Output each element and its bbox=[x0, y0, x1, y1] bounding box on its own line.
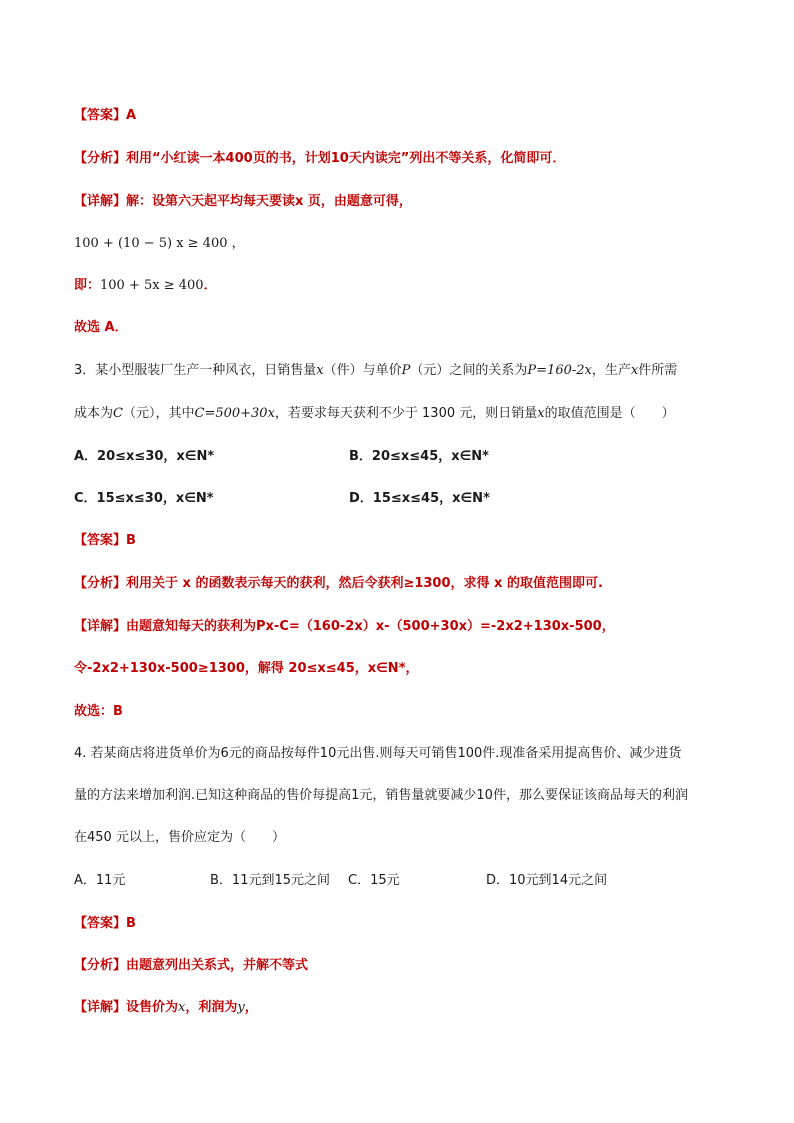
var-c: C bbox=[113, 406, 123, 421]
option-a[interactable]: A．11元 bbox=[74, 873, 126, 888]
question-4-stem-line-3: 在450 元以上，售价应定为（ ） bbox=[74, 830, 285, 845]
detail-tag: 【详解】 bbox=[74, 194, 127, 209]
formula-text: 100 + 5x ≥ 400 bbox=[100, 278, 204, 293]
question-4-stem-line-2: 量的方法来增加利润.已知这种商品的售价每提高1元，销售量就要减少10件，那么要保证该商品每天的利润 bbox=[74, 788, 688, 803]
answer-value: B bbox=[126, 533, 136, 548]
question-4-stem-line-1: 4. 若某商店将进货单价为6元的商品按每件10元出售.则每天可销售100件.现准备采用提高售价、减少进货 bbox=[74, 746, 682, 761]
choose-line: 故选 A． bbox=[74, 320, 128, 335]
stem-text: （元），其中 bbox=[122, 406, 195, 421]
option-b[interactable]: B．11元到15元之间 bbox=[210, 873, 331, 888]
detail-line bbox=[74, 999, 258, 1017]
analysis-tag: 【分析】 bbox=[74, 576, 127, 591]
detail-line bbox=[74, 193, 412, 211]
stem-text: 成本为 bbox=[74, 406, 114, 421]
option-d[interactable]: D．15≤x≤45，x∈N* bbox=[349, 491, 490, 506]
option-b[interactable]: B．20≤x≤45，x∈N* bbox=[349, 449, 489, 464]
stem-text: 件所需 bbox=[638, 363, 678, 378]
answer-tag: 【答案】 bbox=[74, 108, 127, 123]
detail-text: ， bbox=[244, 1000, 258, 1015]
analysis-text: 利用“小红读一本400页的书，计划10天内读完”列出不等关系，化简即可． bbox=[126, 151, 566, 166]
choose-line: 故选：B bbox=[74, 704, 123, 719]
analysis-line bbox=[74, 957, 308, 975]
formula-line: 100 + (10 − 5) x ≥ 400 ， bbox=[74, 236, 245, 251]
answer-value: A bbox=[126, 108, 137, 123]
formula-line-2 bbox=[74, 277, 217, 295]
question-3-stem-line-2 bbox=[74, 405, 675, 423]
analysis-text: 利用关于 x 的函数表示每天的获利，然后令获利≥1300，求得 x 的取值范围即可. bbox=[126, 576, 603, 591]
stem-text: （件）与单价 bbox=[323, 363, 402, 378]
answer-tag: 【答案】 bbox=[74, 916, 127, 931]
stem-text: 3．某小型服装厂生产一种风衣，日销售量 bbox=[74, 363, 317, 378]
detail-text: 解：设第六天起平均每天要读x 页，由题意可得， bbox=[126, 194, 412, 209]
stem-text: （元）之间的关系为 bbox=[410, 363, 528, 378]
stem-text: ，若要求每天获利不少于 1300 元，则日销量 bbox=[274, 406, 538, 421]
option-d[interactable]: D．10元到14元之间 bbox=[486, 873, 608, 888]
analysis-tag: 【分析】 bbox=[74, 151, 127, 166]
answer-line bbox=[74, 915, 136, 933]
detail-text: 设售价为 bbox=[126, 1000, 179, 1015]
detail-text: ，利润为 bbox=[185, 1000, 238, 1015]
answer-line bbox=[74, 107, 136, 125]
analysis-line bbox=[74, 575, 603, 593]
detail-tag: 【详解】 bbox=[74, 619, 127, 634]
option-c[interactable]: C．15元 bbox=[348, 873, 400, 888]
option-c[interactable]: C．15≤x≤30，x∈N* bbox=[74, 491, 214, 506]
var-y: y bbox=[237, 1000, 245, 1015]
var-p: P bbox=[401, 363, 411, 378]
detail-tag: 【详解】 bbox=[74, 1000, 127, 1015]
answer-tag: 【答案】 bbox=[74, 533, 127, 548]
relation-formula: P=160-2x bbox=[527, 363, 592, 378]
cost-formula: C=500+30x bbox=[194, 406, 275, 421]
analysis-tag: 【分析】 bbox=[74, 958, 127, 973]
formula-suffix: ． bbox=[203, 278, 217, 293]
analysis-line bbox=[74, 150, 565, 168]
formula-prefix: 即： bbox=[74, 278, 101, 293]
var-x: x bbox=[316, 363, 324, 378]
detail-line bbox=[74, 618, 615, 636]
analysis-text: 由题意列出关系式，并解不等式 bbox=[126, 958, 309, 973]
var-x: x bbox=[537, 406, 545, 421]
stem-text: ，生产 bbox=[591, 363, 631, 378]
answer-line bbox=[74, 532, 136, 550]
var-x: x bbox=[178, 1000, 186, 1015]
option-a[interactable]: A．20≤x≤30，x∈N* bbox=[74, 449, 215, 464]
var-x: x bbox=[630, 363, 639, 378]
answer-value: B bbox=[126, 916, 136, 931]
stem-text: 的取值范围是（ ） bbox=[544, 406, 675, 421]
detail-line-2: 令-2x2+130x-500≥1300，解得 20≤x≤45，x∈N*， bbox=[74, 661, 419, 676]
detail-text: 由题意知每天的获利为Px-C=（160-2x）x-（500+30x）=-2x2+130x-500， bbox=[126, 619, 615, 634]
question-3-stem-line-1 bbox=[74, 362, 677, 380]
